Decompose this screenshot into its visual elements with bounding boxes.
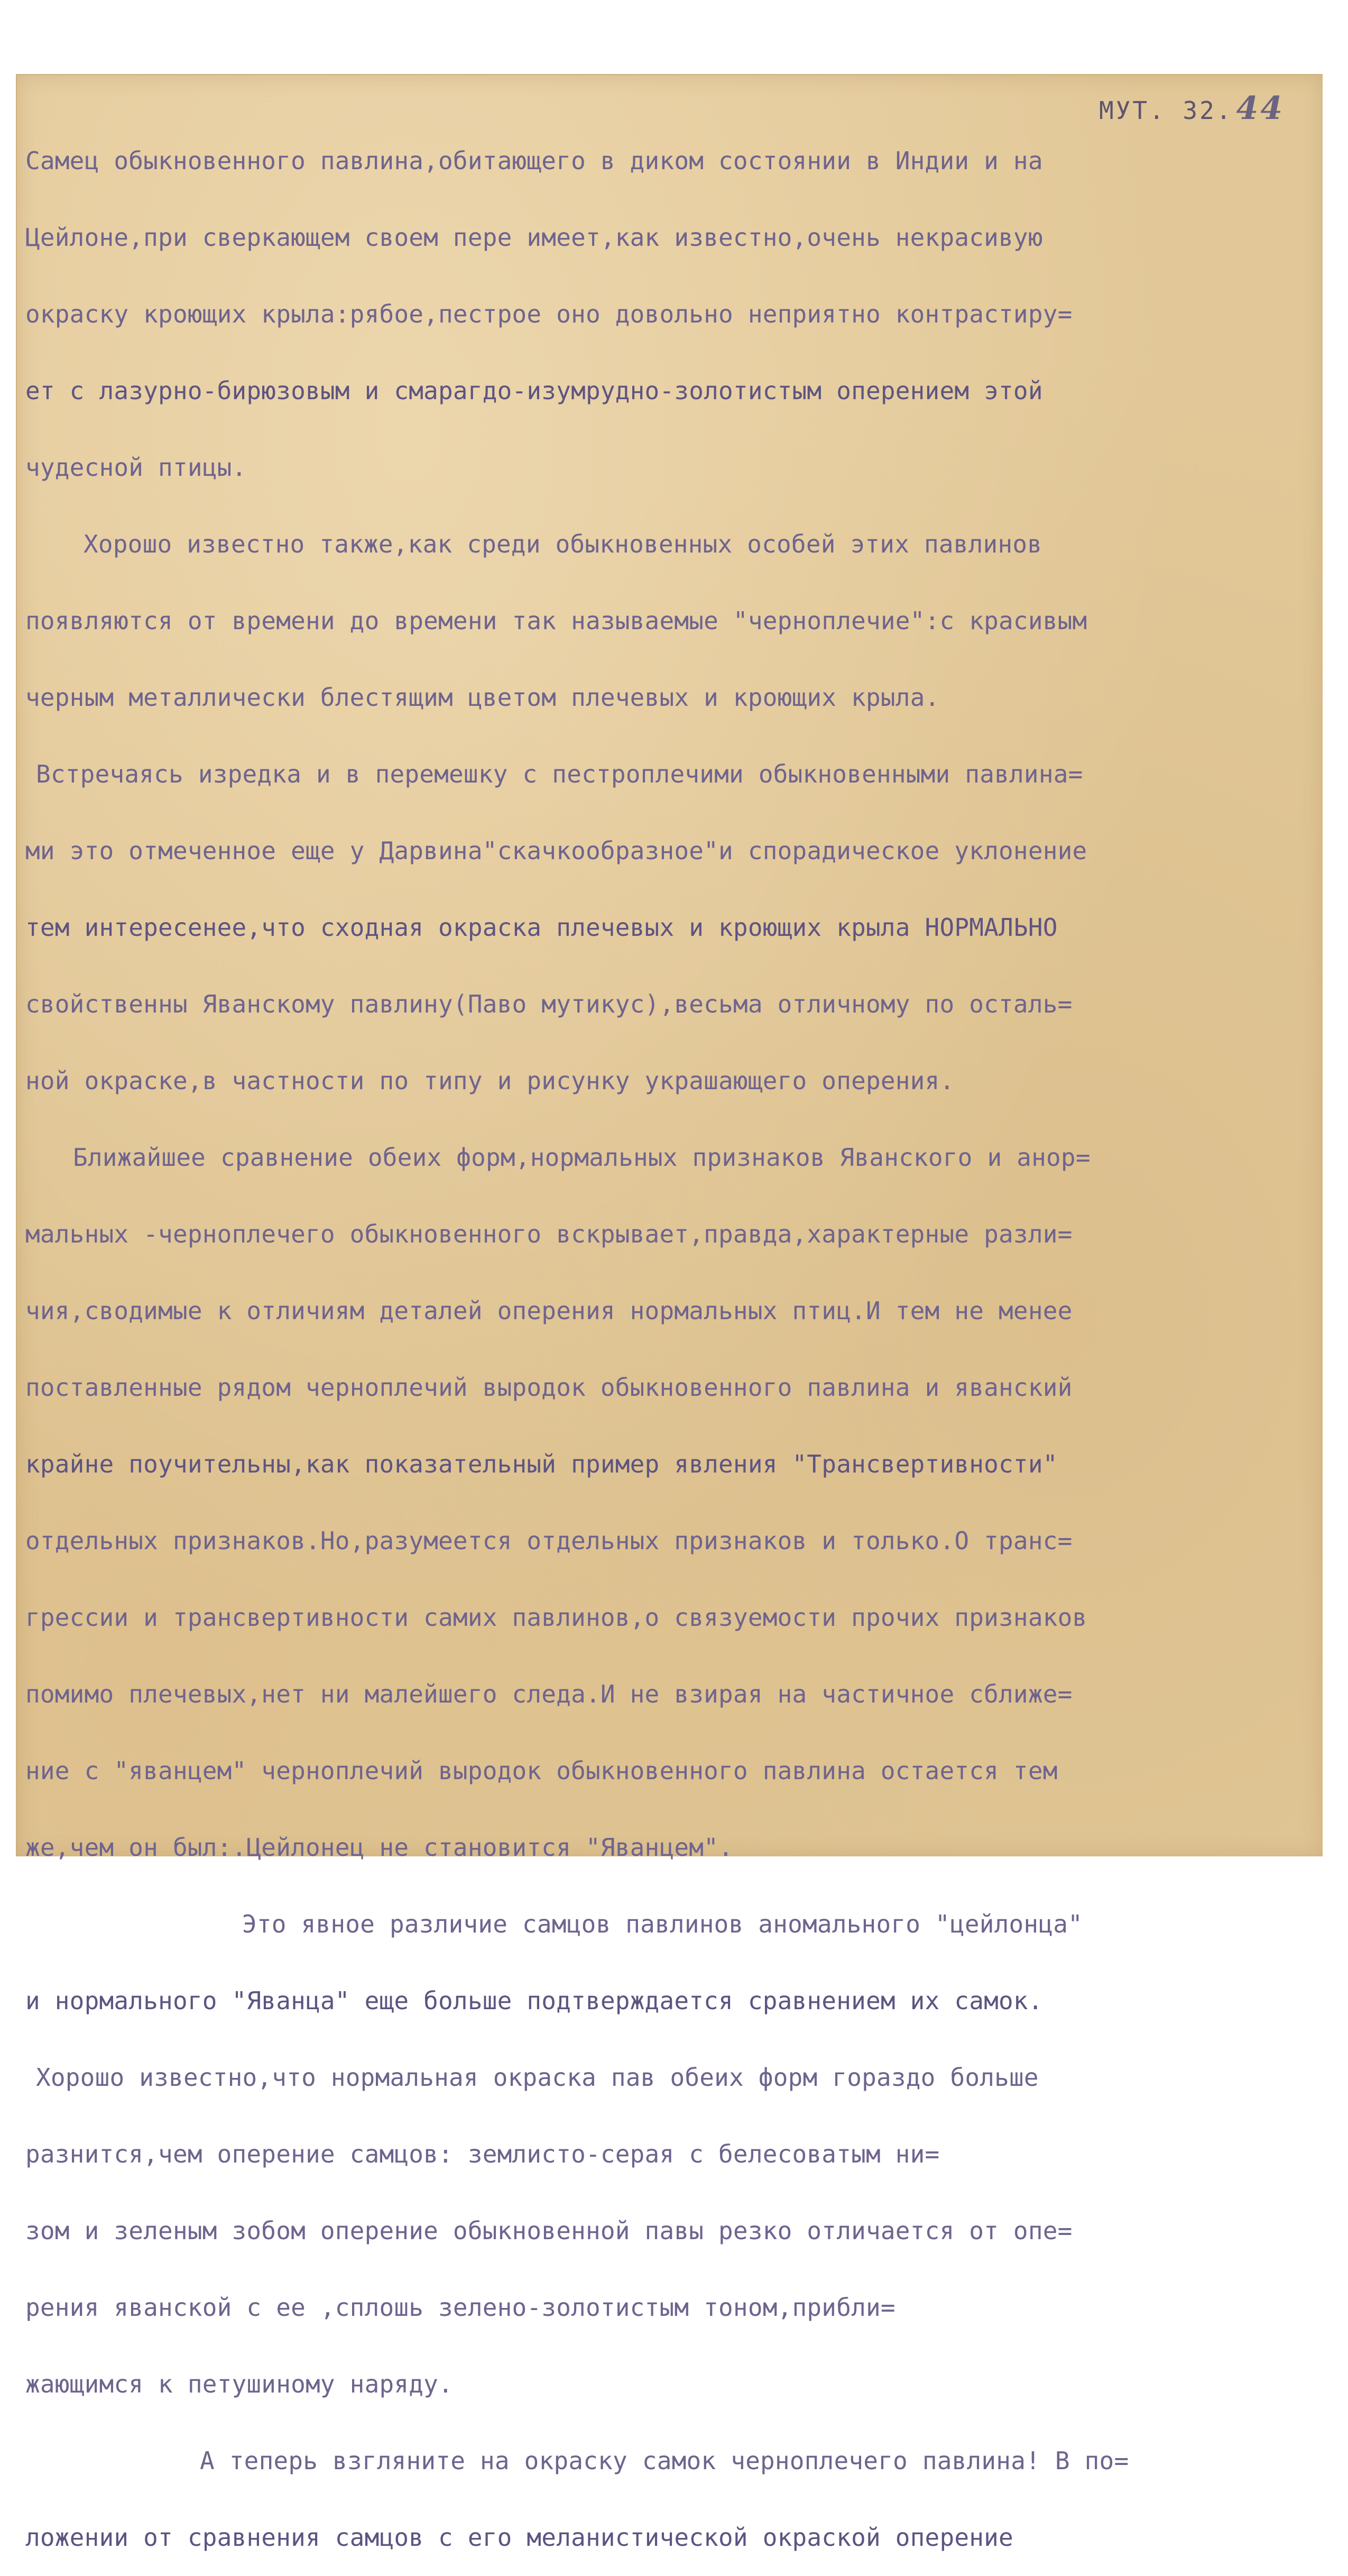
text-line: Ближайшее сравнение обеих форм,нормальных признаков Яванского и анор= xyxy=(73,1143,1091,1172)
text-line: мальных -черноплечего обыкновенного вскрывает,правда,характерные разли= xyxy=(25,1220,1073,1248)
text-line: разнится,чем оперение самцов: землисто-серая с белесоватым ни= xyxy=(25,2140,940,2168)
text-line: Встречаясь изредка и в перемешку с пестроплечими обыкновенными павлина= xyxy=(36,760,1083,788)
text-line: ми это отмеченное еще у Дарвина"скачкообразное"и спорадическое уклонение xyxy=(25,836,1087,865)
typewritten-text xyxy=(25,123,1305,2576)
text-line: окраску кроющих крыла:рябое,пестрое оно довольно неприятно контрастиру= xyxy=(25,300,1073,328)
text-line: черным металлически блестящим цветом плечевых и кроющих крыла. xyxy=(25,683,940,712)
text-line: ной окраске,в частности по типу и рисунку украшающего оперения. xyxy=(25,1066,955,1095)
text-line: Это явное различие самцов павлинов аномального "цейлонца" xyxy=(242,1910,1083,1938)
text-line: зом и зеленым зобом оперение обыкновенной павы резко отличается от опе= xyxy=(25,2216,1073,2245)
text-line: Самец обыкновенного павлина,обитающего в диком состоянии в Индии и на xyxy=(25,146,1043,175)
text-line: свойственны Яванскому павлину(Паво мутикус),весьма отличному по осталь= xyxy=(25,990,1073,1018)
text-line: Хорошо известно,что нормальная окраска пав обеих форм гораздо больше xyxy=(36,2063,1039,2092)
text-line: Хорошо известно также,как среди обыкновенных особей этих павлинов xyxy=(84,530,1042,558)
text-line: чудесной птицы. xyxy=(25,453,247,482)
text-line: Цейлоне,при сверкающем своем пере имеет,как известно,очень некрасивую xyxy=(25,223,1043,252)
text-line: рения яванской с ее ,сплошь зелено-золотистым тоном,прибли= xyxy=(25,2293,895,2322)
page-reference xyxy=(1099,90,1285,127)
text-line: грессии и трансвертивности самих павлинов,о связуемости прочих признаков xyxy=(25,1603,1087,1632)
text-line: чия,сводимые к отличиям деталей оперения нормальных птиц.И тем не менее xyxy=(25,1296,1073,1325)
text-line: ложении от сравнения самцов с его меланистической окраской оперение xyxy=(25,2523,1013,2552)
text-line: отдельных признаков.Но,разумеется отдельных признаков и только.О транс= xyxy=(25,1526,1073,1555)
text-line: тем интересенее,что сходная окраска плечевых и кроющих крыла НОРМАЛЬНО xyxy=(25,913,1058,942)
text-line: и нормального "Яванца" еще больше подтверждается сравнением их самок. xyxy=(25,1986,1043,2015)
text-line: помимо плечевых,нет ни малейшего следа.И не взирая на частичное сближе= xyxy=(25,1680,1073,1708)
text-line: ет с лазурно-бирюзовым и смарагдо-изумрудно-золотистым оперением этой xyxy=(25,376,1043,405)
text-line: ние с "яванцем" черноплечий выродок обыкновенного павлина остается тем xyxy=(25,1756,1058,1785)
text-line: появляются от времени до времени так называемые "черноплечие":с красивым xyxy=(25,606,1087,635)
text-line: поставленные рядом черноплечий выродок обыкновенного павлина и яванский xyxy=(25,1373,1073,1402)
page-ref-typed: МУТ. 32. xyxy=(1098,96,1233,125)
text-line: А теперь взгляните на окраску самок черноплечего павлина! В по= xyxy=(200,2446,1129,2475)
text-line: крайне поучительны,как показательный пример явления "Трансвертивности" xyxy=(25,1450,1058,1478)
text-line: жающимся к петушиному наряду. xyxy=(25,2370,453,2398)
page-number-handwritten: 44 xyxy=(1236,90,1285,127)
text-line: же,чем он был:.Цейлонец не становится "Яванцем". xyxy=(25,1833,733,1862)
